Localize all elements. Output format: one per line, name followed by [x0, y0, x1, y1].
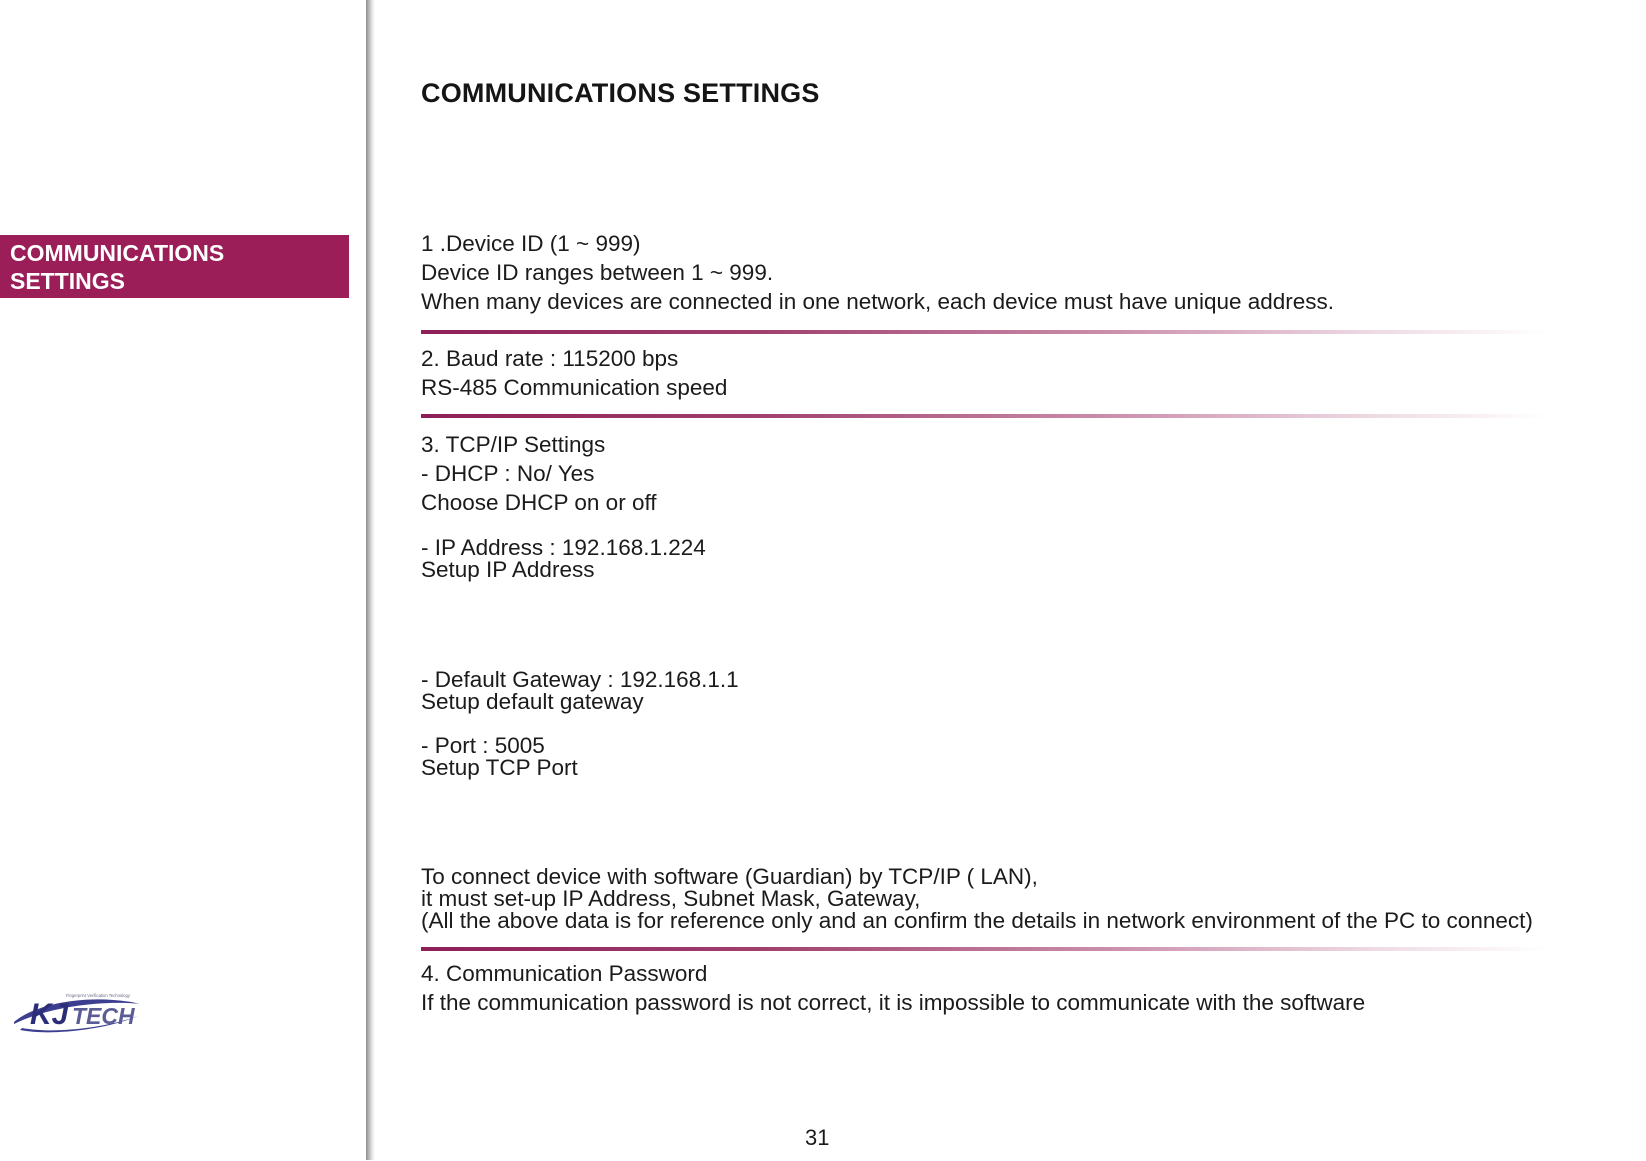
baud-rate-heading: 2. Baud rate : 115200 bps	[421, 346, 679, 371]
kjtech-logo	[10, 960, 145, 1055]
section-tab-line2: SETTINGS	[10, 268, 126, 294]
section-divider	[421, 414, 1546, 418]
section-tab	[0, 235, 349, 298]
password-desc: If the communication password is not correct, it is impossible to communicate with the software	[421, 990, 1366, 1015]
dhcp-desc: Choose DHCP on or off	[421, 490, 657, 515]
section-divider	[421, 330, 1546, 334]
tcpip-note-line1: To connect device with software (Guardian) by TCP/IP ( LAN),	[421, 864, 1038, 889]
gateway-setting: - Default Gateway : 192.168.1.1	[421, 667, 739, 692]
device-id-heading: 1 .Device ID (1 ~ 999)	[421, 231, 641, 256]
page-number: 31	[805, 1125, 830, 1150]
tcpip-note-line2: it must set-up IP Address, Subnet Mask, Gateway,	[421, 886, 921, 911]
dhcp-setting: - DHCP : No/ Yes	[421, 461, 595, 486]
ip-address-desc: Setup IP Address	[421, 557, 595, 582]
section-tab-line1: COMMUNICATIONS	[10, 240, 225, 266]
gateway-desc: Setup default gateway	[421, 689, 644, 714]
device-id-range: Device ID ranges between 1 ~ 999.	[421, 260, 774, 285]
section-divider	[421, 947, 1546, 951]
password-heading: 4. Communication Password	[421, 961, 708, 986]
page-title: COMMUNICATIONS SETTINGS	[421, 78, 820, 108]
device-id-note: When many devices are connected in one network, each device must have unique address.	[421, 289, 1335, 314]
svg-text:Fingerprint Verification Techn: Fingerprint Verification Technology	[66, 993, 130, 998]
tcpip-heading: 3. TCP/IP Settings	[421, 432, 606, 457]
port-setting: - Port : 5005	[421, 733, 545, 758]
baud-rate-desc: RS-485 Communication speed	[421, 375, 728, 400]
tcpip-note-line3: (All the above data is for reference only and an confirm the details in network environment of the PC to connect)	[421, 908, 1533, 933]
port-desc: Setup TCP Port	[421, 755, 578, 780]
svg-text:KJ: KJ	[30, 998, 69, 1031]
sidebar-divider	[366, 0, 375, 1160]
ip-address-setting: - IP Address : 192.168.1.224	[421, 535, 706, 560]
svg-text:TECH: TECH	[72, 1003, 135, 1029]
